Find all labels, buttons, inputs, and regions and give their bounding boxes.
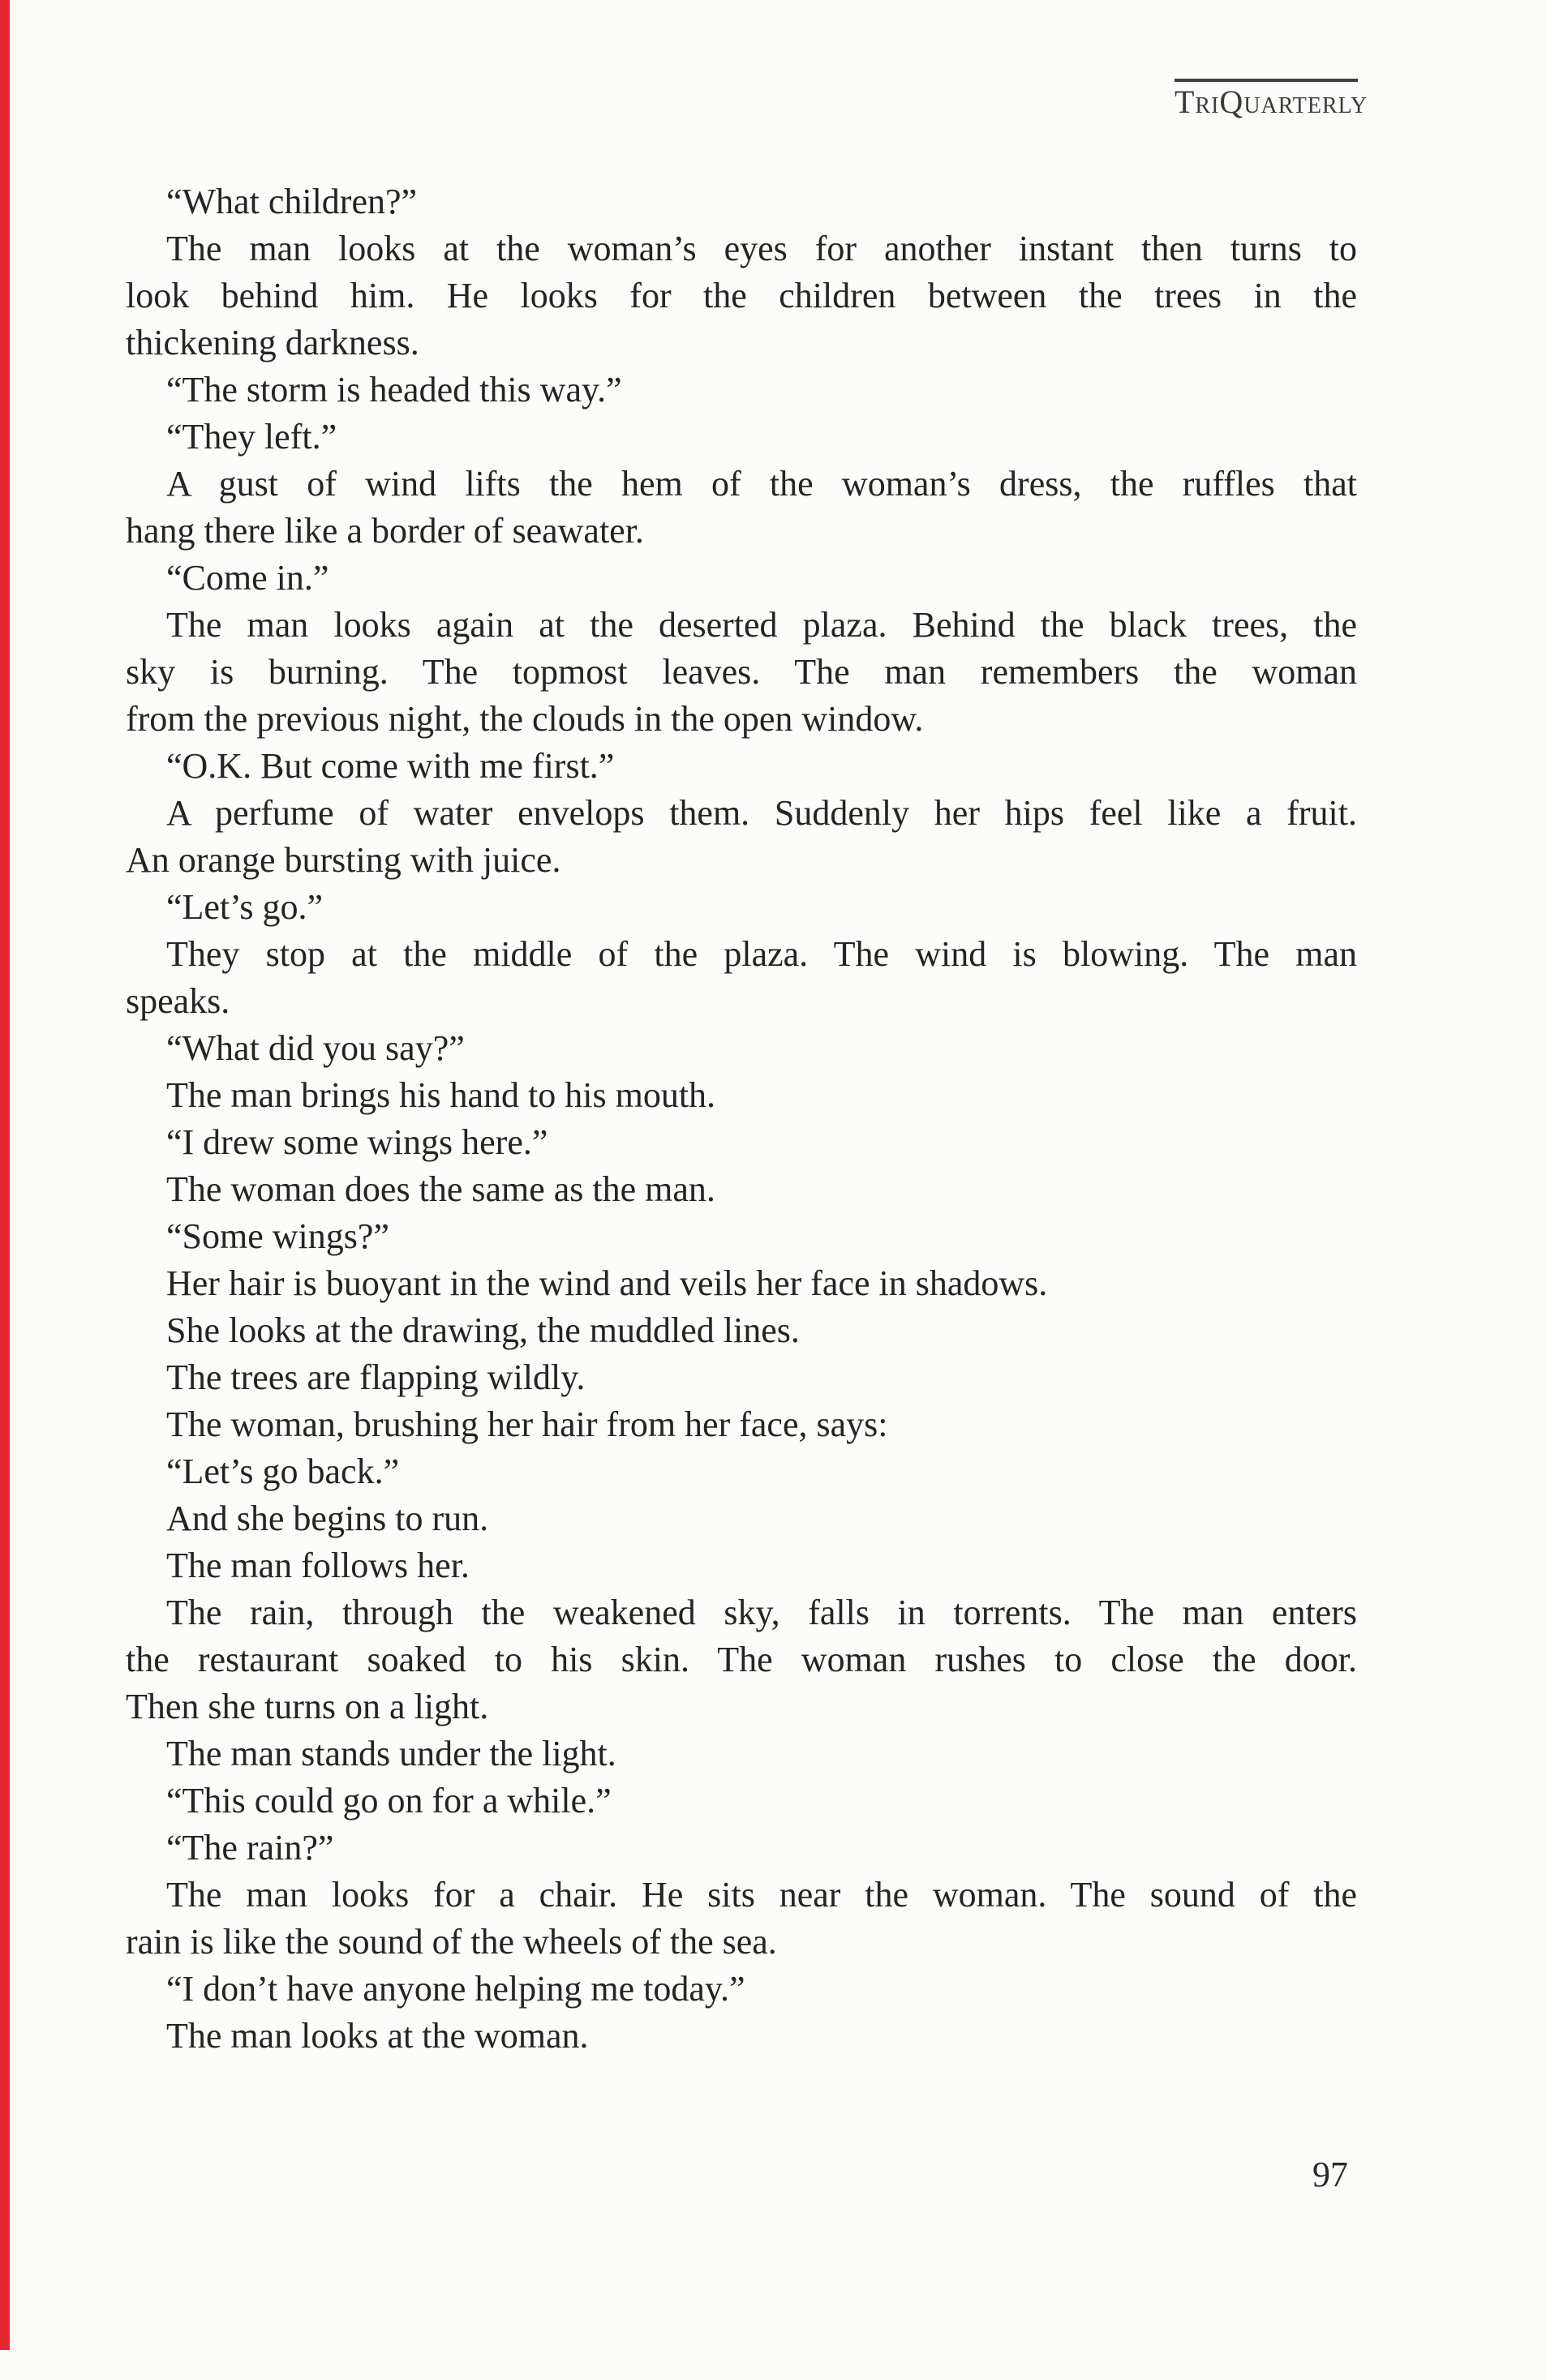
text-line: The man looks at the woman. bbox=[166, 2016, 589, 2056]
text-line: look behind him. He looks for the children between the trees in the bbox=[126, 276, 1357, 315]
text-line: “I drew some wings here.” bbox=[166, 1122, 548, 1162]
text-line: “This could go on for a while.” bbox=[166, 1781, 612, 1820]
text-line: The man looks at the woman’s eyes for another instant then turns to bbox=[166, 229, 1357, 268]
text-line: Her hair is buoyant in the wind and veils her face in shadows. bbox=[166, 1263, 1048, 1303]
running-head bbox=[1175, 79, 1368, 121]
text-line: They stop at the middle of the plaza. The wind is blowing. The man bbox=[166, 934, 1357, 974]
text-line: She looks at the drawing, the muddled lines. bbox=[166, 1310, 800, 1350]
text-line: “I don’t have anyone helping me today.” bbox=[166, 1969, 745, 2009]
text-line: “Come in.” bbox=[166, 558, 329, 598]
text-line: The man stands under the light. bbox=[166, 1734, 616, 1773]
text-line: The man looks again at the deserted plaza. Behind the black trees, the bbox=[166, 605, 1357, 645]
text-line: “Some wings?” bbox=[166, 1216, 389, 1256]
text-line: And she begins to run. bbox=[166, 1499, 489, 1538]
page-edge-red-stripe bbox=[0, 0, 10, 2350]
text-line: The rain, through the weakened sky, falls in torrents. The man enters bbox=[166, 1593, 1357, 1632]
running-head-rule bbox=[1175, 79, 1358, 82]
text-line: hang there like a border of seawater. bbox=[126, 511, 644, 551]
text-line: sky is burning. The topmost leaves. The man remembers the woman bbox=[126, 652, 1357, 692]
text-line: The woman does the same as the man. bbox=[166, 1169, 715, 1209]
text-line: “The rain?” bbox=[166, 1828, 334, 1868]
page-number: 97 bbox=[1312, 2155, 1348, 2194]
text-line: speaks. bbox=[126, 981, 230, 1021]
text-line: Then she turns on a light. bbox=[126, 1687, 489, 1726]
text-line: “O.K. But come with me first.” bbox=[166, 746, 615, 786]
text-line: the restaurant soaked to his skin. The woman rushes to close the door. bbox=[126, 1640, 1357, 1679]
text-line: from the previous night, the clouds in the open window. bbox=[126, 699, 924, 739]
journal-title: TriQuarterly bbox=[1175, 84, 1368, 120]
text-line: “Let’s go.” bbox=[166, 887, 324, 927]
text-line: thickening darkness. bbox=[126, 323, 419, 362]
text-line: “The storm is headed this way.” bbox=[166, 370, 622, 410]
text-line: The woman, brushing her hair from her face, says: bbox=[166, 1404, 888, 1444]
text-line: rain is like the sound of the wheels of the sea. bbox=[126, 1922, 777, 1962]
text-line: The trees are flapping wildly. bbox=[166, 1357, 586, 1397]
text-line: The man brings his hand to his mouth. bbox=[166, 1075, 716, 1115]
text-line: “What did you say?” bbox=[166, 1028, 465, 1068]
story-text bbox=[126, 178, 1357, 2060]
text-line: “They left.” bbox=[166, 417, 337, 457]
text-line: The man looks for a chair. He sits near the woman. The sound of the bbox=[166, 1875, 1357, 1915]
text-line: A perfume of water envelops them. Suddenly her hips feel like a fruit. bbox=[166, 793, 1357, 833]
text-line: The man follows her. bbox=[166, 1546, 470, 1585]
text-line: “What children?” bbox=[166, 182, 418, 221]
text-line: An orange bursting with juice. bbox=[126, 840, 561, 880]
text-line: “Let’s go back.” bbox=[166, 1452, 400, 1491]
text-line: A gust of wind lifts the hem of the woman’s dress, the ruffles that bbox=[166, 464, 1357, 504]
